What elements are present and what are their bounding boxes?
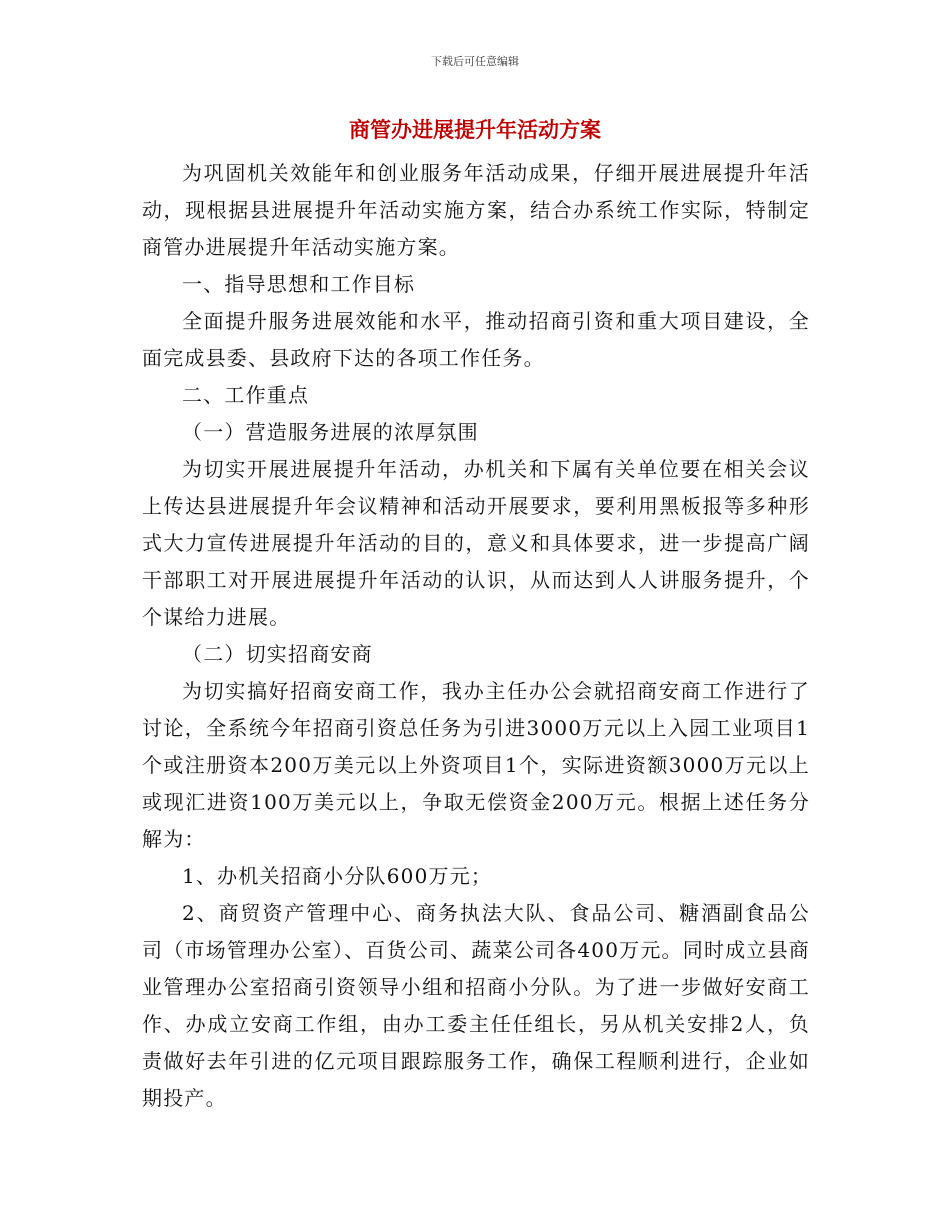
document-body [142, 155, 810, 1117]
subsection-heading-1: （一）营造服务进展的浓厚氛围 [182, 420, 479, 444]
list-item-2: 2、商贸资产管理中心、商务执法大队、食品公司、糖酒副食品公司（市场管理办公室）、百货公司、蔬菜公司各400万元。同时成立县商业管理办公室招商引资领导小组和招商小分队。为了进一步做好安商工作、办成立安商工作组，由办工委主任任组长，另从机关安排2人，负责做好去年引进的亿元项目跟踪服务工作，确保工程顺利进行，企业如期投产。 [142, 901, 810, 1110]
paragraph-atmosphere: 为切实开展进展提升年活动，办机关和下属有关单位要在相关会议上传达县进展提升年会议精神和活动开展要求，要利用黑板报等多种形式大力宣传进展提升年活动的目的，意义和具体要求，进一步提高广阔干部职工对开展进展提升年活动的认识，从而达到人人讲服务提升，个个谋给力进展。 [142, 457, 810, 629]
document-title: 商管办进展提升年活动方案 [349, 118, 601, 142]
header-note: 下载后可任意编辑 [431, 55, 519, 68]
list-item-1: 1、办机关招商小分队600万元； [182, 864, 493, 888]
section-heading-2: 二、工作重点 [182, 383, 310, 407]
paragraph-goals: 全面提升服务进展效能和水平，推动招商引资和重大项目建设，全面完成县委、县政府下达的各项工作任务。 [142, 309, 810, 370]
subsection-heading-2: （二）切实招商安商 [182, 642, 373, 666]
paragraph-intro: 为巩固机关效能年和创业服务年活动成果，仔细开展进展提升年活动，现根据县进展提升年活动实施方案，结合办系统工作实际，特制定商管办进展提升年活动实施方案。 [142, 161, 810, 259]
section-heading-1: 一、指导思想和工作目标 [182, 272, 416, 296]
paragraph-investment: 为切实搞好招商安商工作，我办主任办公会就招商安商工作进行了讨论，全系统今年招商引资总任务为引进3000万元以上入园工业项目1个或注册资本200万美元以上外资项目1个，实际进资额3000万元以上或现汇进资100万美元以上，争取无偿资金200万元。根据上述任务分解为： [142, 679, 810, 851]
